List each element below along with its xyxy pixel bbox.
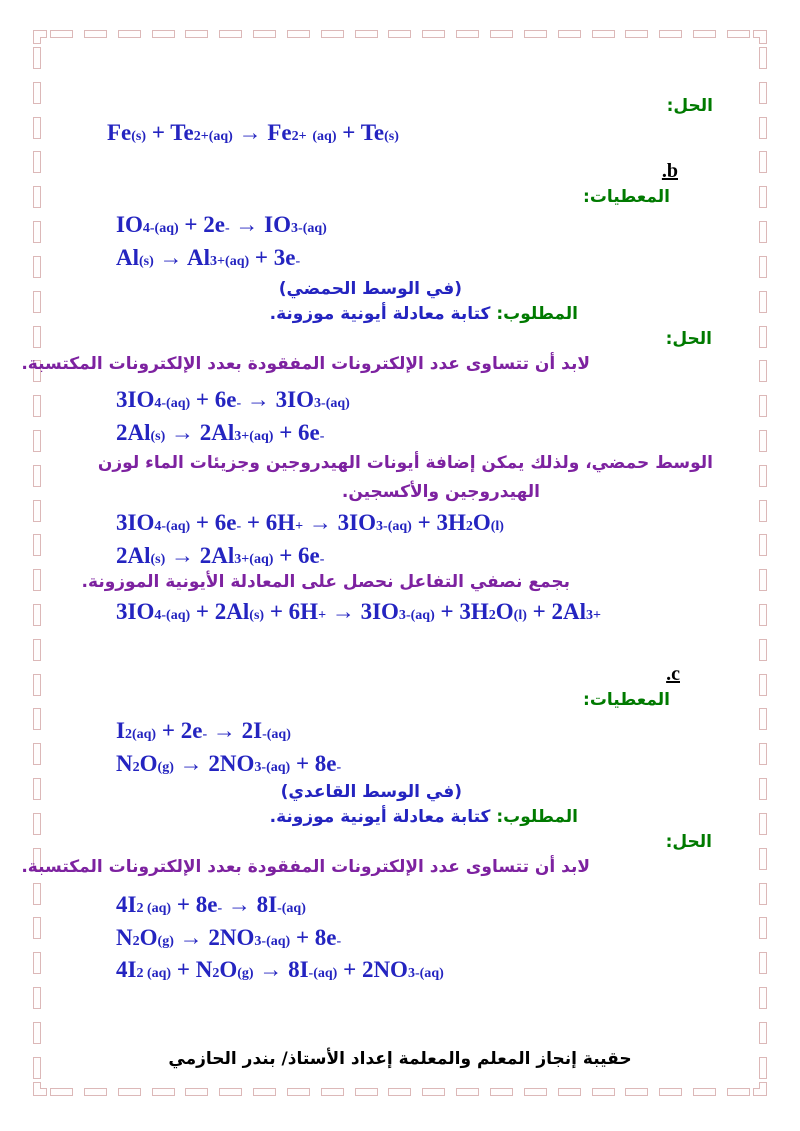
border-dash [33,186,41,208]
border-dash [33,256,41,278]
border-dash [33,952,41,974]
required-line [270,806,578,828]
border-dash [558,1088,581,1096]
border-dash [524,1088,547,1096]
border-dash [759,987,767,1009]
border-dash [759,917,767,939]
equation-net-c: $4I_{2 (aq)} + N_2O_{(g)} \to 8I^-_{(aq)} + 2NO_3^-_{(aq)}$ [116,957,444,982]
border-dash [759,430,767,452]
border-dash [524,30,547,38]
equation-i2-x4: $4I_{2 (aq)} + 8e^- \to 8I^-_{(aq)}$ [116,892,306,917]
section-c-text: .c [666,663,680,685]
border-dash [558,30,581,38]
border-dash [33,534,41,556]
border-dash [490,30,513,38]
border-dash [759,639,767,661]
page-footer [0,1048,800,1070]
border-dash [759,883,767,905]
border-top [50,30,750,38]
required-line [270,303,578,325]
acidic-medium-text: (في الوسط الحمضي) [278,279,462,299]
border-dash [388,30,411,38]
border-dash [759,500,767,522]
border-dash [388,1088,411,1096]
border-dash [118,30,141,38]
border-dash [33,883,41,905]
border-dash [727,1088,750,1096]
border-dash [727,30,750,38]
border-dash [33,569,41,591]
required-label: المطلوب: [496,304,578,324]
electrons-balance-note [21,353,590,375]
border-dash [33,221,41,243]
border-dash [422,1088,445,1096]
border-dash [185,30,208,38]
border-dash [422,30,445,38]
border-dash [321,1088,344,1096]
equation-n2o-oxidation: $N_2O_{(g)} \to 2NO_3^-_{(aq)} + 8e^-$ [116,751,342,776]
solution-label-text: الحل: [665,832,712,852]
electrons-balance-text: لابد أن تتساوى عدد الإلكترونات المفقودة بعدد الإلكترونات المكتسبة. [21,857,590,877]
border-dash [152,1088,175,1096]
border-dash [33,465,41,487]
solution-label [667,95,713,117]
border-dash [759,674,767,696]
border-dash [253,30,276,38]
equation-io4-x3: $3IO_4^-_{(aq)} + 6e^- \to 3IO_3^-_{(aq)}$ [116,387,350,412]
border-dash [33,326,41,348]
border-dash [759,743,767,765]
border-dash [33,151,41,173]
page-footer-text: حقيبة إنجاز المعلم والمعلمة إعداد الأستاذ/ بندر الحازمي [168,1049,632,1069]
section-c-heading [666,662,680,686]
equation-net-b: $3IO_4^-_{(aq)} + 2Al_{(s)} + 6H^+ \to 3IO_3^-_{(aq)} + 3H_2O_{(l)} + 2Al^{3+}$ [116,599,601,624]
equation-al-x2: $2Al_{(s)} \to 2Al^{3+}_{(aq)} + 6e^-$ [116,543,325,568]
border-dash [759,256,767,278]
border-dash [759,326,767,348]
acidic-explanation-text1: الوسط حمضي، ولذلك يمكن إضافة أيونات الهيدروجين وجزيئات الماء لوزن [97,453,713,473]
given-label [583,186,670,208]
border-dash [321,30,344,38]
border-dash [456,30,479,38]
border-dash [33,778,41,800]
required-task-text: كتابة معادلة أيونية موزونة. [269,304,491,324]
solution-label-text: الحل: [665,329,712,349]
border-dash [759,360,767,382]
border-dash [33,82,41,104]
border-dash [625,1088,648,1096]
acidic-explanation-line2 [342,481,540,503]
border-dash [50,30,73,38]
border-dash [490,1088,513,1096]
border-corner-icon [753,30,767,44]
equation-al-oxidation: $Al_{(s)} \to Al^{3+}_{(aq)} + 3e^-$ [116,245,301,270]
border-dash [33,291,41,313]
border-dash [33,1022,41,1044]
border-dash [355,1088,378,1096]
border-dash [84,30,107,38]
border-corner-icon [33,30,47,44]
acidic-medium-note [279,278,462,300]
border-dash [33,674,41,696]
border-dash [33,430,41,452]
border-right [759,47,767,1079]
given-label-text: المعطيات: [583,187,670,207]
border-dash [759,778,767,800]
acidic-explanation-line1 [98,452,713,474]
border-dash [287,30,310,38]
border-dash [759,952,767,974]
border-dash [33,639,41,661]
basic-medium-text: (في الوسط القاعدي) [280,782,462,802]
border-dash [33,987,41,1009]
border-dash [759,534,767,556]
border-corner-icon [33,1082,47,1096]
border-dash [33,47,41,69]
equation-al-x2: $2Al_{(s)} \to 2Al^{3+}_{(aq)} + 6e^-$ [116,420,325,445]
equation-io4-reduction: $IO_4^-_{(aq)} + 2e^- \to IO_3^-_{(aq)}$ [116,212,327,237]
border-dash [33,708,41,730]
required-label: المطلوب: [496,807,578,827]
border-dash [592,30,615,38]
solution-label-text: الحل: [666,96,713,116]
section-b-heading [662,159,678,183]
border-dash [355,30,378,38]
equation-n2o-oxidation: $N_2O_{(g)} \to 2NO_3^-_{(aq)} + 8e^-$ [116,925,342,950]
combine-halves-note [82,571,570,593]
border-dash [152,30,175,38]
border-corner-icon [753,1082,767,1096]
border-dash [759,82,767,104]
border-dash [287,1088,310,1096]
border-dash [759,117,767,139]
border-left [33,47,41,1079]
border-dash [759,569,767,591]
border-dash [456,1088,479,1096]
border-dash [253,1088,276,1096]
border-dash [118,1088,141,1096]
border-dash [759,465,767,487]
electrons-balance-text: لابد أن تتساوى عدد الإلكترونات المفقودة بعدد الإلكترونات المكتسبة. [21,354,590,374]
border-dash [33,917,41,939]
border-dash [33,813,41,835]
border-dash [759,186,767,208]
border-dash [33,604,41,626]
border-dash [33,395,41,417]
basic-medium-note [281,781,462,803]
section-b-text: .b [661,160,678,182]
electrons-balance-note [21,856,590,878]
border-dash [33,117,41,139]
border-dash [33,500,41,522]
acidic-explanation-text2: الهيدروجين والأكسجين. [341,482,540,502]
border-dash [33,743,41,765]
border-dash [219,1088,242,1096]
border-dash [693,1088,716,1096]
border-dash [659,30,682,38]
border-dash [693,30,716,38]
combine-halves-text: بجمع نصفي التفاعل نحصل على المعادلة الأيونية الموزونة. [81,572,570,592]
solution-label [666,831,712,853]
border-bottom [50,1088,750,1096]
border-dash [219,30,242,38]
border-dash [759,151,767,173]
border-dash [759,604,767,626]
border-dash [84,1088,107,1096]
border-dash [50,1088,73,1096]
border-dash [759,813,767,835]
equation-io4-acid: $3IO_4^-_{(aq)} + 6e^- + 6H^+ \to 3IO_3^-_{(aq)} + 3H_2O_{(l)}$ [116,510,504,535]
border-dash [759,1022,767,1044]
given-label [583,689,670,711]
solution-label [666,328,712,350]
border-dash [759,848,767,870]
equation-i2-reduction: $I_{2(aq)} + 2e^- \to 2I^-_{(aq)}$ [116,718,291,743]
border-dash [659,1088,682,1096]
given-label-text: المعطيات: [583,690,670,710]
border-dash [759,708,767,730]
border-dash [185,1088,208,1096]
border-dash [759,221,767,243]
border-dash [759,291,767,313]
border-dash [625,30,648,38]
required-task-text: كتابة معادلة أيونية موزونة. [269,807,491,827]
border-dash [592,1088,615,1096]
border-dash [759,395,767,417]
equation-fe-te: $Fe_{(s)} + Te^{2+}_{(aq)} \to Fe^{2+}$ $_{(aq)} + Te_{(s)}$ [107,120,399,145]
border-dash [759,47,767,69]
